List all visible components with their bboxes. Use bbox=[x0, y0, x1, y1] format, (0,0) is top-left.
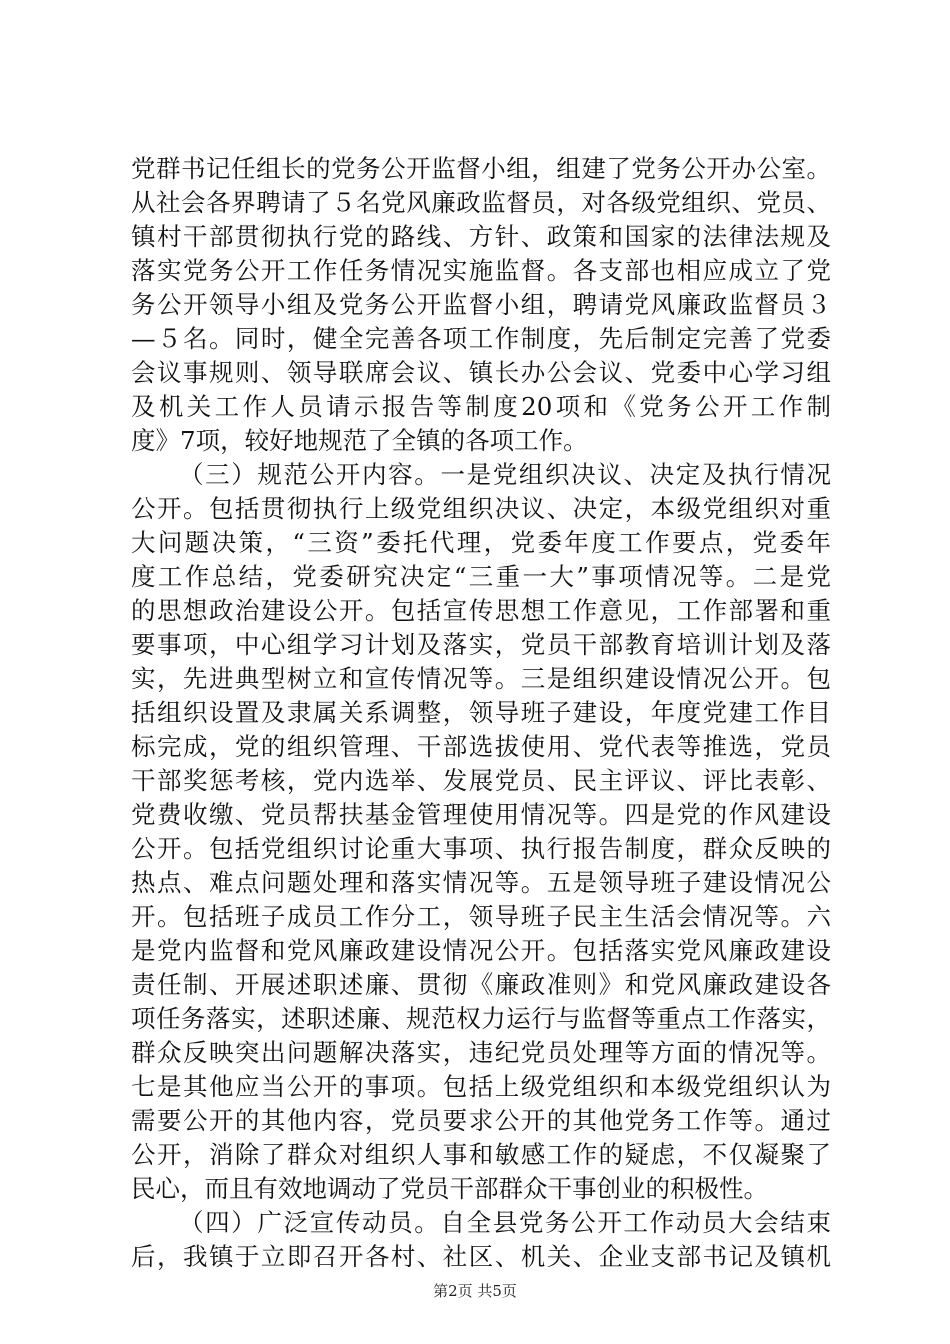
page-number-footer: 第2页 共5页 bbox=[433, 1282, 517, 1300]
text-line: 开。包括班子成员工作分工，领导班子民主生活会情况等。六 bbox=[131, 902, 831, 931]
text-line: 项任务落实，述职述廉、规范权力运行与监督等重点工作落实， bbox=[131, 1004, 831, 1033]
text-line: 括组织设置及隶属关系调整，领导班子建设，年度党建工作目 bbox=[131, 698, 831, 727]
section-heading-line: （三）规范公开内容。一是党组织决议、决定及执行情况 bbox=[179, 460, 831, 489]
text-line: 会议事规则、领导联席会议、镇长办公会议、党委中心学习组 bbox=[131, 358, 831, 387]
text-line: 党群书记任组长的党务公开监督小组，组建了党务公开办公室。 bbox=[131, 154, 831, 183]
text-line: —５名。同时，健全完善各项工作制度，先后制定完善了党委 bbox=[131, 324, 831, 353]
text-line: 需要公开的其他内容，党员要求公开的其他党务工作等。通过 bbox=[131, 1106, 831, 1135]
text-line: 度》7项，较好地规范了全镇的各项工作。 bbox=[131, 426, 588, 455]
text-line: 公开。包括党组织讨论重大事项、执行报告制度，群众反映的 bbox=[131, 834, 831, 863]
text-line: 及机关工作人员请示报告等制度20项和《党务公开工作制 bbox=[131, 392, 831, 421]
document-body bbox=[131, 152, 831, 1274]
text-line: 是党内监督和党风廉政建设情况公开。包括落实党风廉政建设 bbox=[131, 936, 831, 965]
text-line: 民心，而且有效地调动了党员干部群众干事创业的积极性。 bbox=[131, 1174, 768, 1203]
text-line: 公开，消除了群众对组织人事和敏感工作的疑虑，不仅凝聚了 bbox=[131, 1140, 831, 1169]
section-heading-line: （四）广泛宣传动员。自全县党务公开工作动员大会结束 bbox=[179, 1208, 831, 1237]
text-line: 镇村干部贯彻执行党的路线、方针、政策和国家的法律法规及 bbox=[131, 222, 831, 251]
text-line: 务公开领导小组及党务公开监督小组，聘请党风廉政监督员３ bbox=[131, 290, 831, 319]
text-line: 群众反映突出问题解决落实，违纪党员处理等方面的情况等。 bbox=[131, 1038, 831, 1067]
text-line: 的思想政治建设公开。包括宣传思想工作意见，工作部署和重 bbox=[131, 596, 831, 625]
text-line: 实，先进典型树立和宣传情况等。三是组织建设情况公开。包 bbox=[131, 664, 831, 693]
text-line: 后，我镇于立即召开各村、社区、机关、企业支部书记及镇机 bbox=[131, 1242, 831, 1271]
text-line: 大问题决策，“三资”委托代理，党委年度工作要点，党委年 bbox=[131, 528, 831, 557]
text-line: 度工作总结，党委研究决定“三重一大”事项情况等。二是党 bbox=[131, 562, 831, 591]
text-line: 标完成，党的组织管理、干部选拔使用、党代表等推选，党员 bbox=[131, 732, 831, 761]
text-line: 从社会各界聘请了５名党风廉政监督员，对各级党组织、党员、 bbox=[131, 188, 831, 217]
text-line: 热点、难点问题处理和落实情况等。五是领导班子建设情况公 bbox=[131, 868, 831, 897]
text-line: 要事项，中心组学习计划及落实，党员干部教育培训计划及落 bbox=[131, 630, 831, 659]
text-line: 公开。包括贯彻执行上级党组织决议、决定，本级党组织对重 bbox=[131, 494, 831, 523]
text-line: 党费收缴、党员帮扶基金管理使用情况等。四是党的作风建设 bbox=[131, 800, 831, 829]
text-line: 责任制、开展述职述廉、贯彻《廉政准则》和党风廉政建设各 bbox=[131, 970, 831, 999]
text-line: 干部奖惩考核，党内选举、发展党员、民主评议、评比表彰、 bbox=[131, 766, 831, 795]
text-line: 七是其他应当公开的事项。包括上级党组织和本级党组织认为 bbox=[131, 1072, 831, 1101]
text-line: 落实党务公开工作任务情况实施监督。各支部也相应成立了党 bbox=[131, 256, 831, 285]
